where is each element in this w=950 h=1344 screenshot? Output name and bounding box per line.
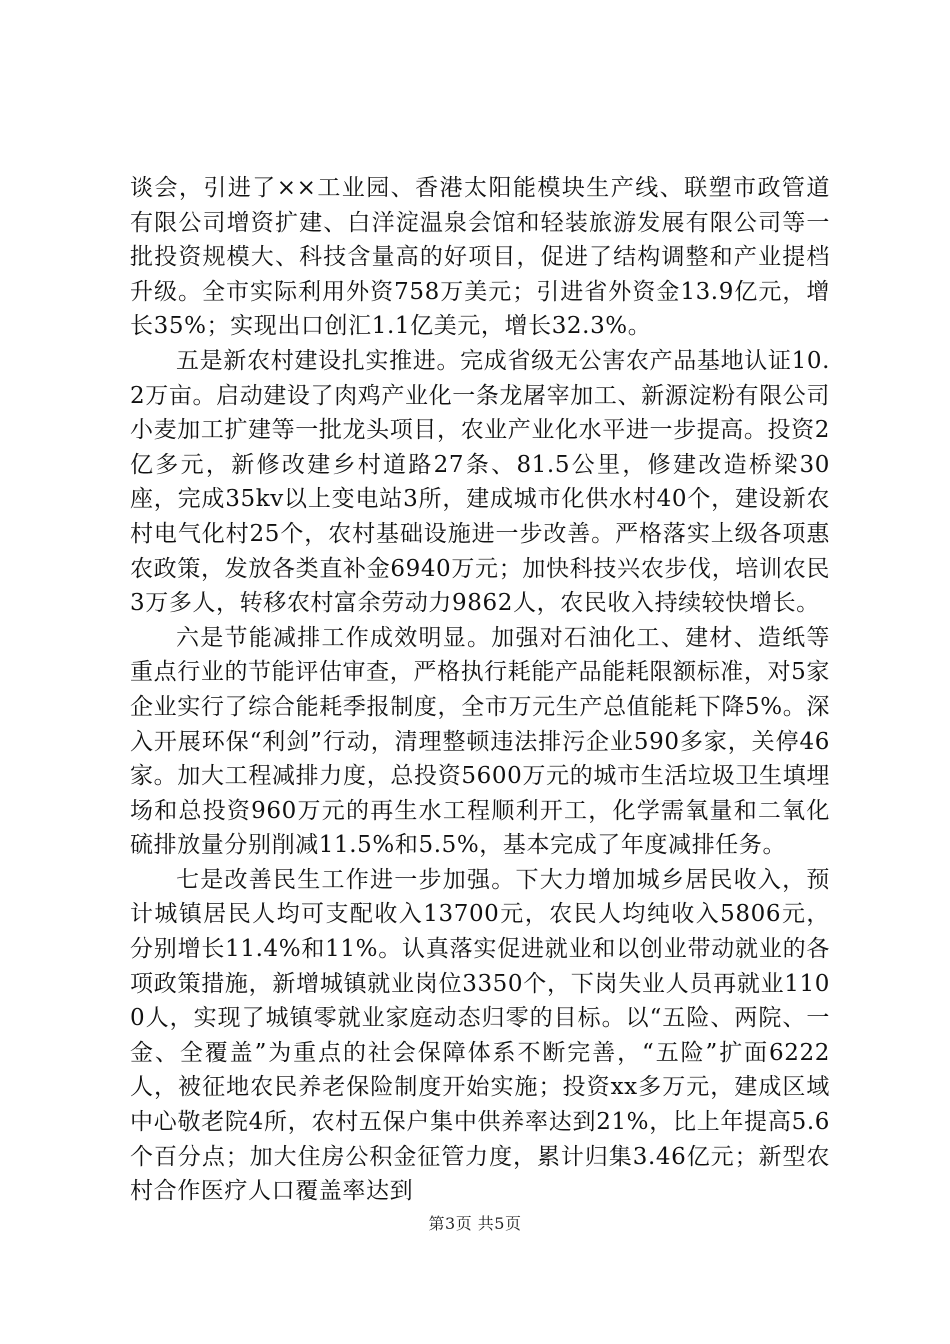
paragraph-energy-saving: 六是节能减排工作成效明显。加强对石油化工、建材、造纸等重点行业的节能评估审查，严格执行耗能产品能耗限额标准，对5家企业实行了综合能耗季报制度，全市万元生产总值能耗下降5%。深入开展环保“利剑”行动，清理整顿违法排污企业590多家，关停46家。加大工程减排力度，总投资5600万元的城市生活垃圾卫生填埋场和总投资960万元的再生水工程顺利开工，化学需氧量和二氧化硫排放量分别削减11.5%和5.5%，基本完成了年度减排任务。 bbox=[130, 624, 830, 859]
document-body bbox=[130, 171, 830, 1209]
paragraph-continuation: 谈会，引进了××工业园、香港太阳能模块生产线、联塑市政管道有限公司增资扩建、白洋淀温泉会馆和轻装旅游发展有限公司等一批投资规模大、科技含量高的好项目，促进了结构调整和产业提档升级。全市实际利用外资758万美元；引进省外资金13.9亿元，增长35%；实现出口创汇1.1亿美元，增长32.3%。 bbox=[130, 175, 830, 340]
paragraph-rural-construction: 五是新农村建设扎实推进。完成省级无公害农产品基地认证10.2万亩。启动建设了肉鸡产业化一条龙屠宰加工、新源淀粉有限公司小麦加工扩建等一批龙头项目，农业产业化水平进一步提高。投资2亿多元，新修改建乡村道路27条、81.5公里，修建改造桥梁30座，完成35kv以上变电站3所，建成城市化供水村40个，建设新农村电气化村25个，农村基础设施进一步改善。严格落实上级各项惠农政策，发放各类直补金6940万元；加快科技兴农步伐，培训农民3万多人，转移农村富余劳动力9862人，农民收入持续较快增长。 bbox=[130, 347, 830, 617]
page-number-footer: 第3页 共5页 bbox=[428, 1214, 522, 1233]
paragraph-livelihood: 七是改善民生工作进一步加强。下大力增加城乡居民收入，预计城镇居民人均可支配收入13700元，农民人均纯收入5806元，分别增长11.4%和11%。认真落实促进就业和以创业带动就业的各项政策措施，新增城镇就业岗位3350个，下岗失业人员再就业1100人，实现了城镇零就业家庭动态归零的目标。以“五险、两院、一金、全覆盖”为重点的社会保障体系不断完善，“五险”扩面6222人，被征地农民养老保险制度开始实施；投资xx多万元，建成区域中心敬老院4所，农村五保户集中供养率达到21%，比上年提高5.6个百分点；加大住房公积金征管力度，累计归集3.46亿元；新型农村合作医疗人口覆盖率达到 bbox=[130, 866, 830, 1205]
